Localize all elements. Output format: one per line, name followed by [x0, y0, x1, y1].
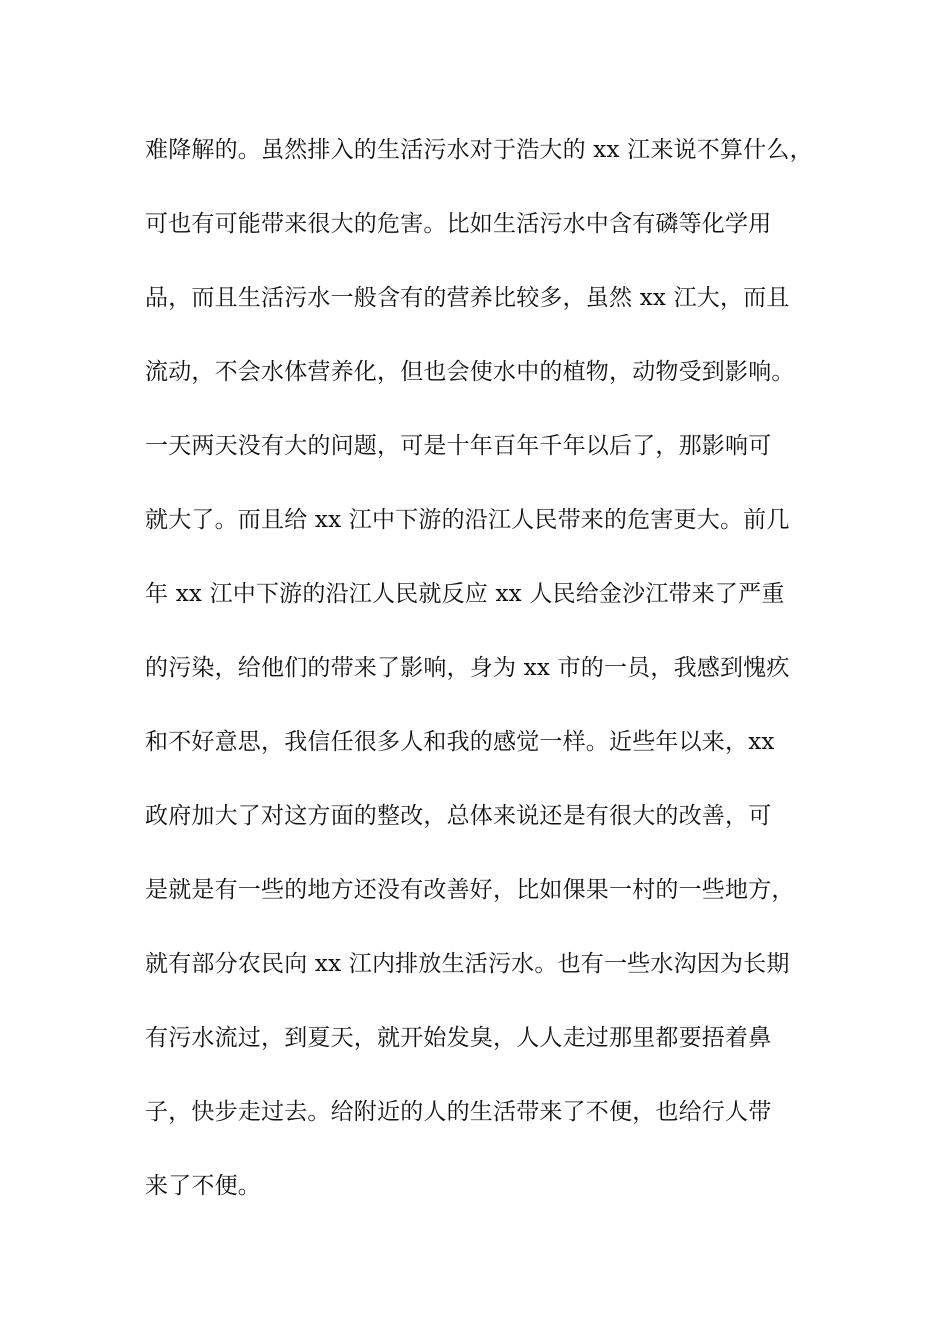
text-line-14: 子，快步走过去。给附近的人的生活带来了不便，也给行人带 — [145, 1099, 772, 1125]
text-line-1: 难降解的。虽然排入的生活污水对于浩大的 xx 江来说不算什么， — [145, 137, 813, 163]
body-paragraph — [145, 130, 815, 1240]
text-line-10: 政府加大了对这方面的整改，总体来说还是有很大的改善，可 — [145, 803, 772, 829]
text-line-8: 的污染，给他们的带来了影响，身为 xx 市的一员，我感到愧疚 — [145, 655, 790, 681]
text-line-9: 和不好意思，我信任很多人和我的感觉一样。近些年以来，xx — [145, 729, 775, 755]
text-line-12: 就有部分农民向 xx 江内排放生活污水。也有一些水沟因为长期 — [145, 951, 790, 977]
text-line-11: 是就是有一些的地方还没有改善好，比如倮果一村的一些地方， — [145, 877, 795, 903]
text-line-4: 流动，不会水体营养化，但也会使水中的植物，动物受到影响。 — [145, 359, 795, 385]
text-line-3: 品，而且生活污水一般含有的营养比较多，虽然 xx 江大，而且 — [145, 285, 790, 311]
text-line-2: 可也有可能带来很大的危害。比如生活污水中含有磷等化学用 — [145, 211, 772, 237]
text-line-5: 一天两天没有大的问题，可是十年百年千年以后了，那影响可 — [145, 433, 772, 459]
text-line-13: 有污水流过，到夏天，就开始发臭，人人走过那里都要捂着鼻 — [145, 1025, 772, 1051]
text-line-15: 来了不便。 — [145, 1173, 261, 1199]
text-line-6: 就大了。而且给 xx 江中下游的沿江人民带来的危害更大。前几 — [145, 507, 790, 533]
text-line-7: 年 xx 江中下游的沿江人民就反应 xx 人民给金沙江带来了严重 — [145, 581, 785, 607]
